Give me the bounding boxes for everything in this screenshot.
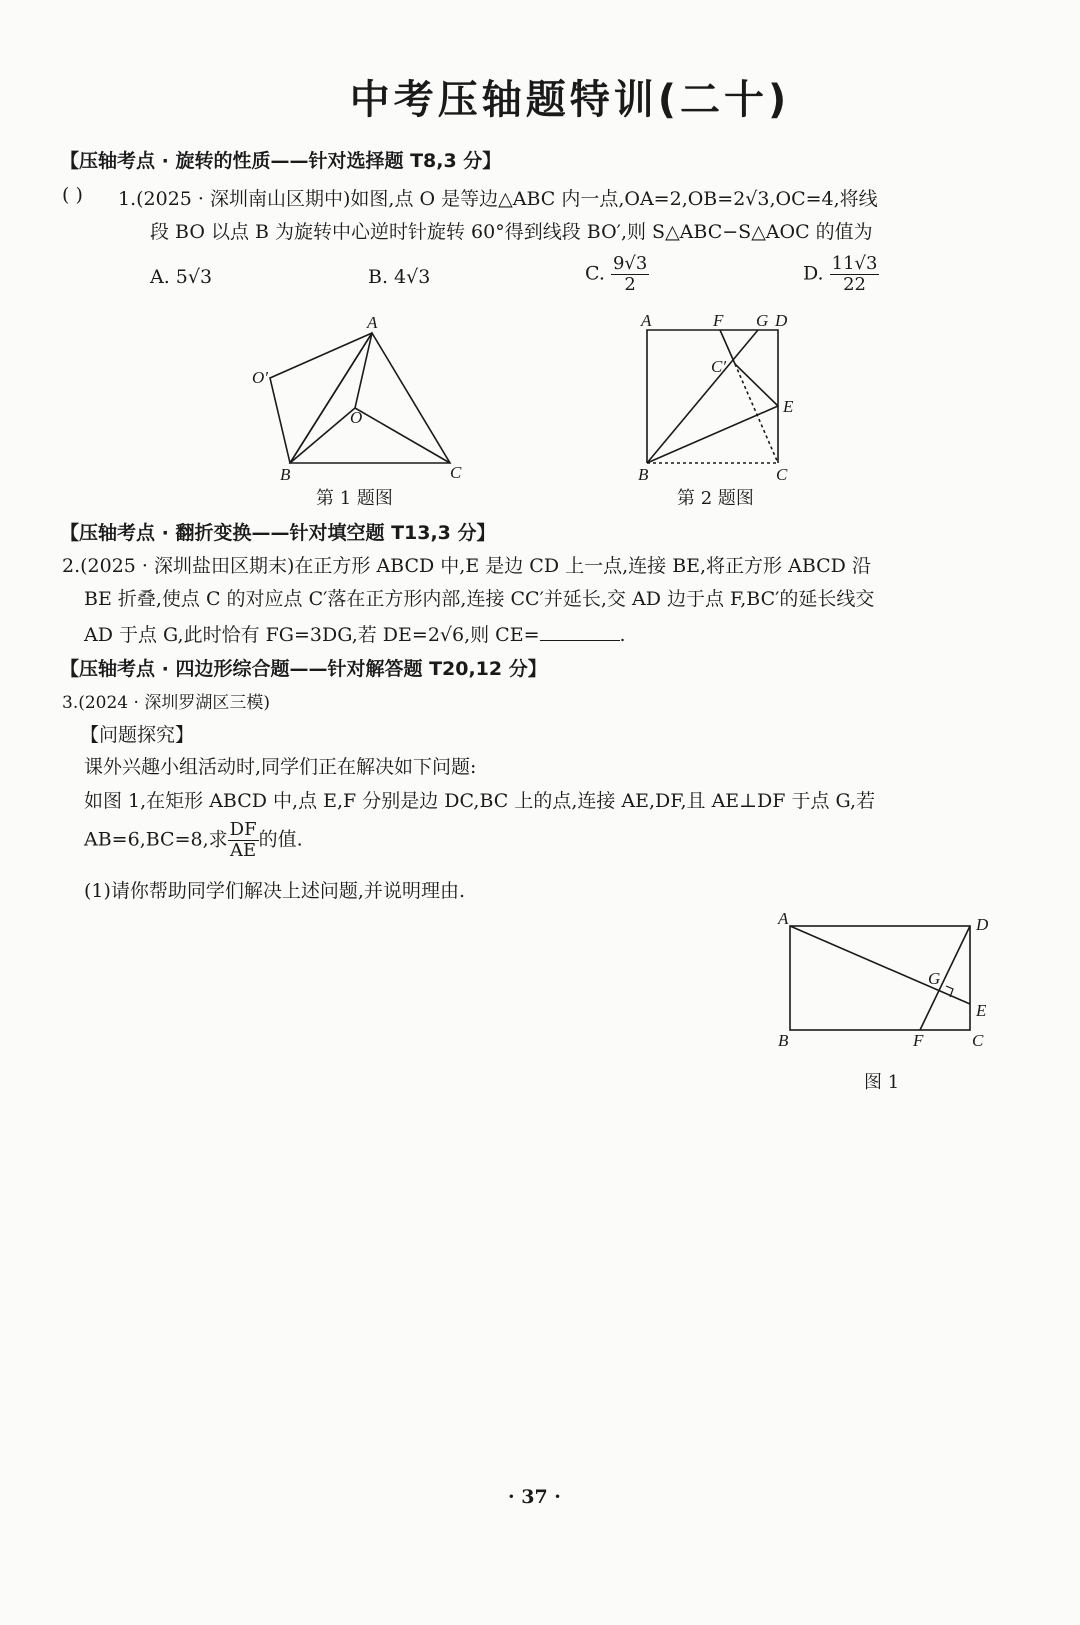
q3-line3: 如图 1,在矩形 ABCD 中,点 E,F 分别是边 DC,BC 上的点,连接 AE,DF,且 AE⊥DF 于点 G,若 [84, 790, 876, 812]
figure-q1 [270, 333, 450, 463]
segment-c1-e [735, 364, 778, 406]
label-o-prime: O′ [252, 368, 268, 387]
q2-line3-end: . [619, 624, 626, 646]
fraction-df-ae [228, 820, 259, 861]
q3-line1: 3.(2024 · 深圳罗湖区三模) [62, 693, 270, 713]
q2-line2: BE 折叠,使点 C 的对应点 C′落在正方形内部,连接 CC′并延长,交 AD 边于点 F,BC′的延长线交 [84, 588, 875, 610]
figure-caption-q1: 第 1 题图 [316, 488, 393, 509]
answer-blank[interactable] [540, 622, 620, 641]
q1-option-a: A. 5√3 [150, 266, 213, 288]
section-header-rotation: 【压轴考点 · 旋转的性质——针对选择题 T8,3 分】 [60, 150, 502, 172]
q3-line2: 课外兴趣小组活动时,同学们正在解决如下问题: [84, 756, 477, 778]
label-b: B [638, 465, 649, 484]
q3-line4-pre: AB=6,BC=8,求 [84, 828, 228, 851]
option-d-prefix: D. [803, 262, 824, 285]
label-g: G [928, 969, 941, 988]
label-b: B [280, 465, 291, 484]
figure-caption-q3: 图 1 [864, 1072, 900, 1093]
label-d: D [775, 311, 788, 330]
q1-line2: 段 BO 以点 B 为旋转中心逆时针旋转 60°得到线段 BO′,则 S△ABC−S△AOC 的值为 [150, 221, 873, 243]
section-header-folding: 【压轴考点 · 翻折变换——针对填空题 T13,3 分】 [60, 522, 496, 544]
label-a: A [778, 909, 789, 928]
label-b: B [778, 1031, 789, 1050]
q1-line1: 1.(2025 · 深圳南山区期中)如图,点 O 是等边△ABC 内一点,OA=2,OB=2√3,OC=4,将线 [118, 188, 878, 210]
rectangle-abcd [790, 926, 970, 1030]
q3-subhead: 【问题探究】 [80, 724, 195, 746]
label-c-prime: C′ [711, 357, 727, 376]
denominator: AE [230, 840, 257, 861]
q1-option-b: B. 4√3 [368, 266, 431, 288]
q3-line5: (1)请你帮助同学们解决上述问题,并说明理由. [84, 880, 465, 902]
segment-ae [790, 926, 970, 1004]
q2-line3-text: AD 于点 G,此时恰有 FG=3DG,若 DE=2√6,则 CE= [84, 624, 540, 646]
segment-ob [290, 408, 355, 463]
segment-oa [355, 333, 372, 408]
option-c-prefix: C. [585, 262, 605, 285]
numerator: 11√3 [831, 253, 878, 274]
denominator: 2 [624, 274, 636, 295]
label-o: O [350, 408, 363, 427]
segment-c1-c-dashed [735, 364, 778, 463]
page-title: 中考压轴题特训(二十) [349, 77, 791, 123]
label-g: G [756, 311, 769, 330]
segment-bg [647, 330, 758, 463]
segment-ab [290, 333, 372, 463]
q2-line3 [84, 620, 626, 647]
section-header-quadrilateral: 【压轴考点 · 四边形综合题——针对解答题 T20,12 分】 [60, 658, 547, 680]
answer-bracket: ( ) [62, 184, 83, 206]
label-f: F [713, 311, 724, 330]
square-sides [647, 330, 778, 463]
numerator: 9√3 [612, 253, 648, 274]
label-c: C [450, 463, 462, 482]
label-f: F [913, 1031, 924, 1050]
label-a: A [641, 311, 652, 330]
segment-be [647, 406, 778, 463]
q3-line4-post: 的值. [258, 828, 303, 851]
figure-q3 [790, 926, 970, 1030]
label-d: D [976, 915, 989, 934]
label-e: E [976, 1001, 987, 1020]
page-number: · 37 · [508, 1486, 561, 1508]
segment-oc [355, 408, 450, 463]
label-a: A [367, 313, 378, 332]
label-c: C [972, 1031, 984, 1050]
label-e: E [783, 397, 794, 416]
denominator: 22 [843, 274, 867, 295]
label-c: C [776, 465, 788, 484]
figure-q2 [647, 330, 778, 463]
q3-line4 [84, 820, 303, 861]
numerator: DF [229, 819, 257, 840]
figure-caption-q2: 第 2 题图 [677, 488, 754, 509]
q2-line1: 2.(2025 · 深圳盐田区期末)在正方形 ABCD 中,E 是边 CD 上一点,连接 BE,将正方形 ABCD 沿 [62, 555, 871, 577]
